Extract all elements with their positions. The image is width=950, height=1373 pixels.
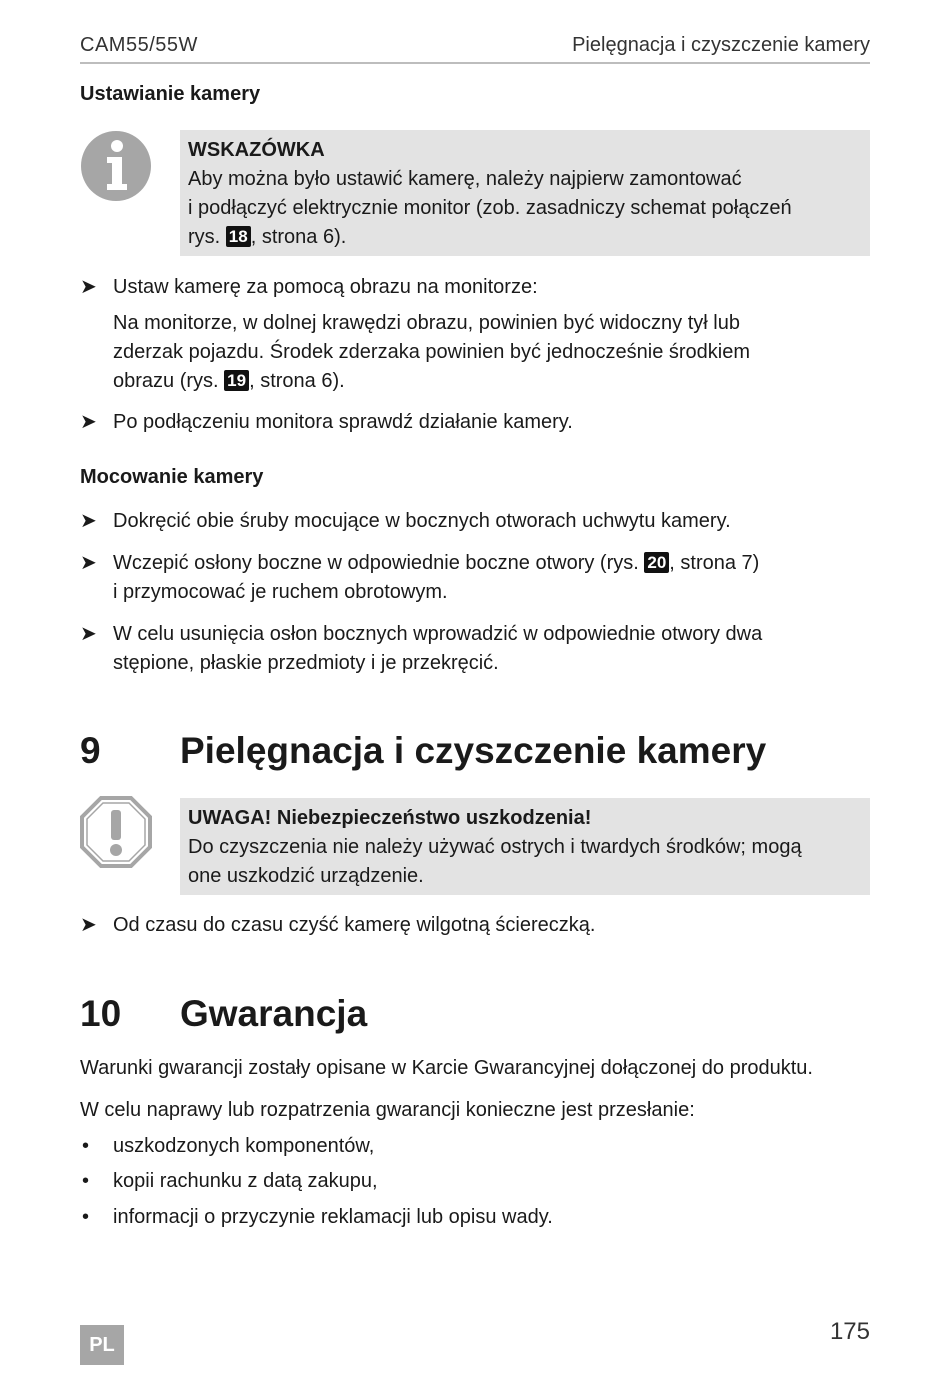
heading-camera-mounting: Mocowanie kamery bbox=[80, 466, 264, 488]
instruction-step bbox=[80, 408, 880, 437]
detail-line bbox=[113, 367, 873, 396]
arrow-bullet-icon: ➤ bbox=[80, 510, 97, 532]
step-text bbox=[113, 549, 880, 607]
arrow-bullet-icon: ➤ bbox=[80, 623, 97, 645]
step-text: Ustaw kamerę za pomocą obrazu na monitorze: bbox=[113, 276, 538, 298]
paragraph: W celu naprawy lub rozpatrzenia gwarancji konieczne jest przesłanie: bbox=[80, 1099, 695, 1121]
notice-title: WSKAZÓWKA bbox=[188, 139, 325, 161]
step-text-part: Wczepić osłony boczne w odpowiednie boczne otwory (rys. bbox=[113, 552, 645, 574]
warning-line: Do czyszczenia nie należy używać ostrych i twardych środków; mogą bbox=[188, 836, 802, 858]
step-line: i przymocować je ruchem obrotowym. bbox=[113, 581, 448, 603]
figure-ref: 20 bbox=[644, 552, 669, 573]
step-text: Dokręcić obie śruby mocujące w bocznych otworach uchwytu kamery. bbox=[113, 510, 731, 532]
list-item-text: uszkodzonych komponentów, bbox=[113, 1135, 375, 1157]
step-line bbox=[113, 549, 880, 578]
warning-line: one uszkodzić urządzenie. bbox=[188, 865, 424, 887]
instruction-step bbox=[80, 273, 880, 302]
notice-text: , strona 6). bbox=[250, 226, 347, 248]
warning-title: UWAGA! Niebezpieczeństwo uszkodzenia! bbox=[188, 807, 592, 829]
figure-ref: 18 bbox=[226, 226, 251, 247]
header-section-title: Pielęgnacja i czyszczenie kamery bbox=[572, 34, 870, 56]
arrow-bullet-icon: ➤ bbox=[80, 552, 97, 574]
step-text-part: , strona 7) bbox=[669, 552, 760, 574]
step-text: Po podłączeniu monitora sprawdź działanie kamery. bbox=[113, 411, 573, 433]
chapter-title: Pielęgnacja i czyszczenie kamery bbox=[180, 730, 767, 771]
list-item bbox=[80, 1203, 553, 1232]
heading-camera-setup: Ustawianie kamery bbox=[80, 83, 261, 105]
list-item-text: informacji o przyczynie reklamacji lub opisu wady. bbox=[113, 1206, 553, 1228]
detail-line: Na monitorze, w dolnej krawędzi obrazu, powinien być widoczny tył lub bbox=[113, 312, 740, 334]
bullet-dot-icon: • bbox=[82, 1206, 90, 1228]
notice-line: i podłączyć elektrycznie monitor (zob. zasadniczy schemat połączeń bbox=[188, 197, 792, 219]
list-item bbox=[80, 1132, 374, 1161]
step-line: stępione, płaskie przedmioty i je przekręcić. bbox=[113, 652, 499, 674]
figure-ref: 19 bbox=[224, 370, 249, 391]
detail-line: zderzak pojazdu. Środek zderzaka powinien być jednocześnie środkiem bbox=[113, 341, 751, 363]
instruction-step bbox=[80, 507, 880, 536]
warning-box bbox=[180, 798, 870, 895]
detail-text: , strona 6). bbox=[249, 370, 345, 392]
step-line: W celu usunięcia osłon bocznych wprowadzić w odpowiednie otwory dwa bbox=[113, 623, 763, 645]
notice-box bbox=[180, 130, 870, 256]
notice-line bbox=[188, 223, 862, 252]
chapter-number: 9 bbox=[80, 730, 101, 771]
notice-text: rys. bbox=[188, 226, 226, 248]
chapter-title: Gwarancja bbox=[180, 993, 368, 1034]
step-text bbox=[113, 620, 880, 678]
info-icon bbox=[80, 130, 152, 202]
instruction-step bbox=[80, 549, 880, 607]
instruction-step bbox=[80, 620, 880, 678]
header-model: CAM55/55W bbox=[80, 34, 198, 56]
warning-octagon-icon bbox=[80, 796, 152, 868]
step-detail bbox=[113, 309, 873, 396]
instruction-step bbox=[80, 911, 880, 940]
step-text: Od czasu do czasu czyść kamerę wilgotną ściereczką. bbox=[113, 914, 596, 936]
notice-line: Aby można było ustawić kamerę, należy najpierw zamontować bbox=[188, 168, 742, 190]
page-number: 175 bbox=[829, 1318, 870, 1345]
list-item-text: kopii rachunku z datą zakupu, bbox=[113, 1170, 378, 1192]
arrow-bullet-icon: ➤ bbox=[80, 411, 97, 433]
bullet-dot-icon: • bbox=[82, 1135, 90, 1157]
arrow-bullet-icon: ➤ bbox=[80, 276, 97, 298]
chapter-number: 10 bbox=[80, 993, 122, 1034]
language-tab: PL bbox=[80, 1325, 124, 1365]
paragraph: Warunki gwarancji zostały opisane w Karcie Gwarancyjnej dołączonej do produktu. bbox=[80, 1057, 813, 1079]
running-header bbox=[80, 30, 870, 64]
arrow-bullet-icon: ➤ bbox=[80, 914, 97, 936]
detail-text: obrazu (rys. bbox=[113, 370, 225, 392]
list-item bbox=[80, 1167, 378, 1196]
bullet-dot-icon: • bbox=[82, 1170, 90, 1192]
